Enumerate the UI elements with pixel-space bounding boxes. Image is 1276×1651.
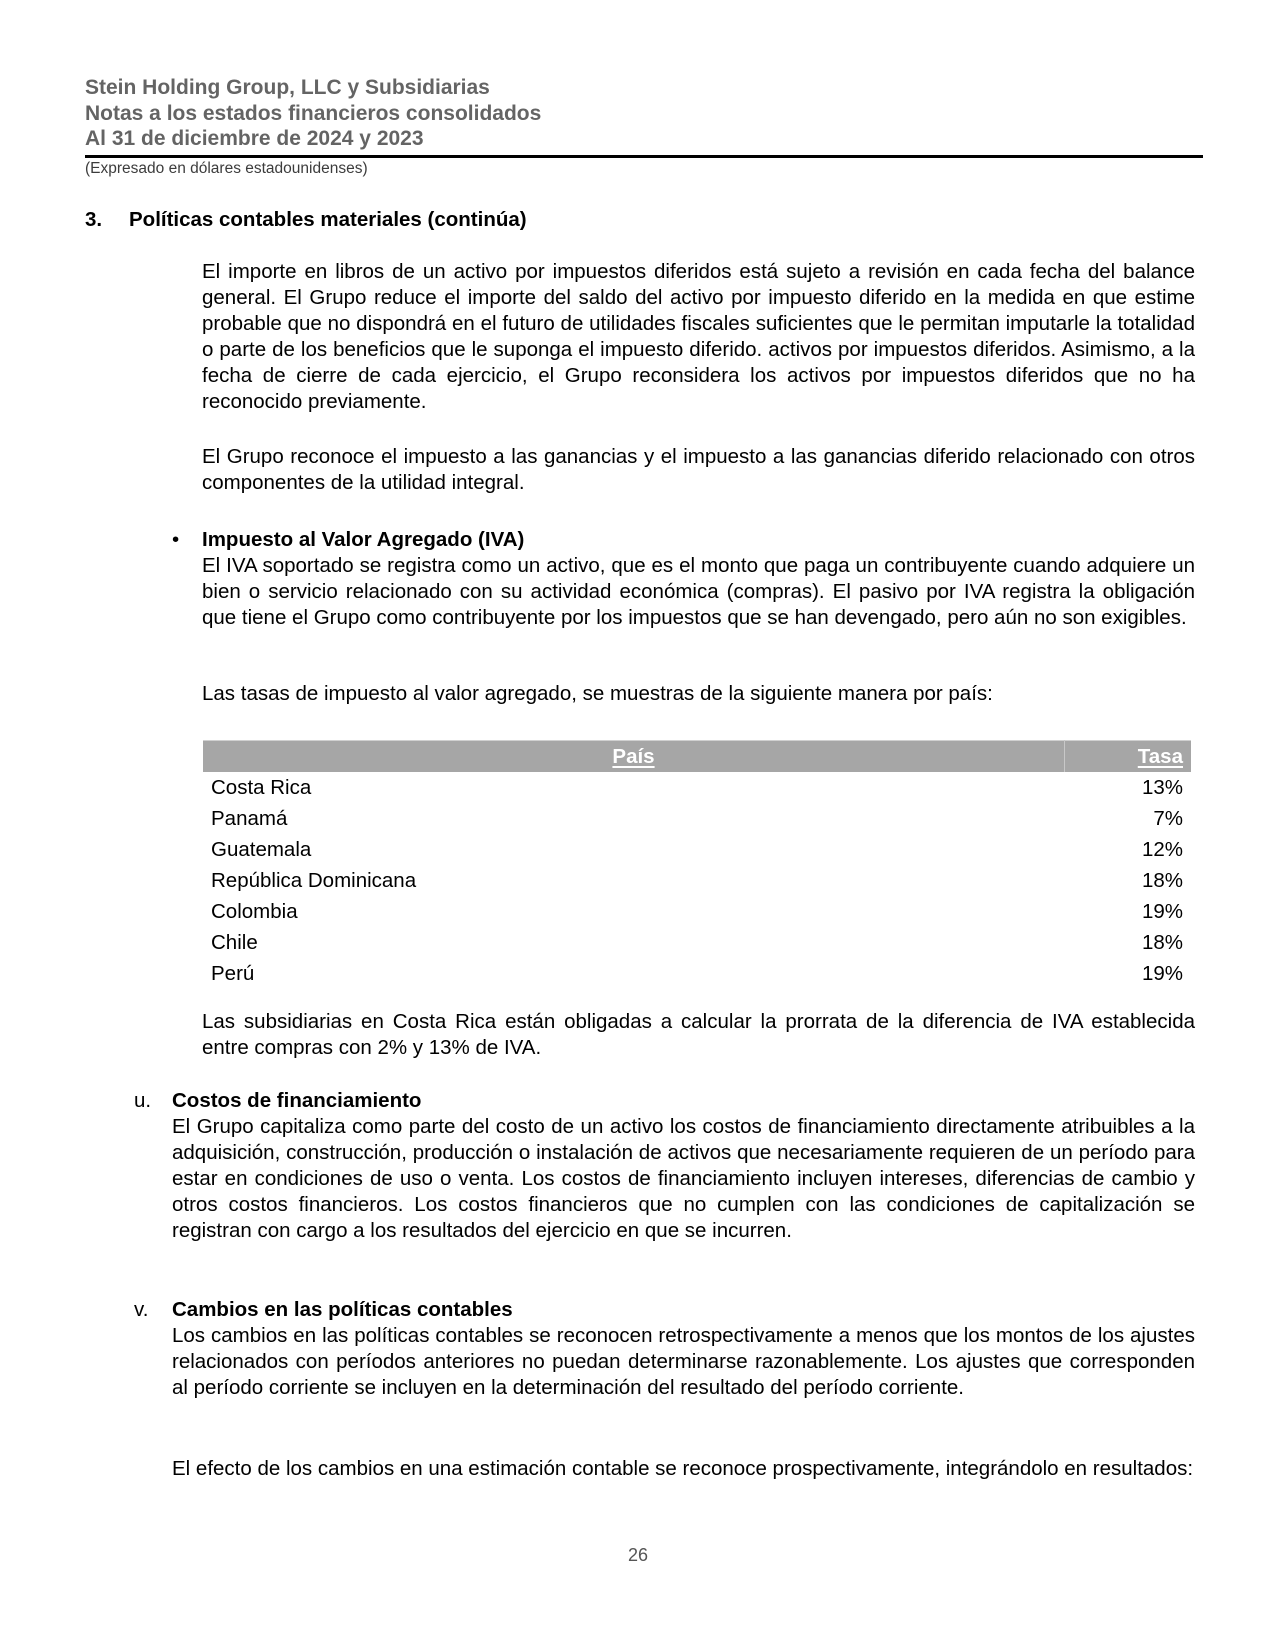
table-row xyxy=(203,958,1191,989)
item-body: El Grupo capitaliza como parte del costo de un activo los costos de financiamiento directamente atribuibles a la adquisición, construcción, producción o instalación de activos que necesariamente requieren de un período para estar en condiciones de uso o venta. Los costos de financiamiento incluyen intereses, diferencias de cambio y otros costos financieros. Los costos financieros que no cumplen con las condiciones de capitalización se registran con cargo a los resultados del ejercicio en que se incurren. xyxy=(172,1115,1195,1242)
country-cell: República Dominicana xyxy=(211,869,417,892)
table-row xyxy=(203,834,1191,865)
column-header-country xyxy=(203,741,1065,773)
paragraph-estimate-changes: El efecto de los cambios en una estimación contable se reconoce prospectivamente, integrándolo en resultados: xyxy=(172,1457,1194,1480)
iva-body: El IVA soportado se registra como un activo, que es el monto que paga un contribuyente cuando adquiere un bien o servicio relacionado con su actividad económica (compras). El pasivo por IVA registra la obligación que tiene el Grupo como contribuyente por los impuestos que se han devengado, pero aún no son exigibles. xyxy=(202,554,1195,629)
rate-cell: 18% xyxy=(1141,931,1183,954)
country-cell: Costa Rica xyxy=(211,776,312,799)
column-header-rate-label: Tasa xyxy=(1137,744,1183,768)
section-number: 3. xyxy=(85,208,103,231)
section-title: Políticas contables materiales (continúa) xyxy=(129,208,527,231)
item-heading: Cambios en las políticas contables xyxy=(172,1298,513,1321)
section-heading xyxy=(85,208,527,232)
currency-note: (Expresado en dólares estadounidenses) xyxy=(85,159,368,177)
table-row xyxy=(203,927,1191,958)
paragraph-income-tax-recognition: El Grupo reconoce el impuesto a las ganancias y el impuesto a las ganancias diferido relacionado con otros componentes de la utilidad integral. xyxy=(202,445,1195,494)
table-row xyxy=(203,896,1191,927)
page-number: 26 xyxy=(627,1545,649,1565)
table-header-row xyxy=(203,741,1191,773)
bullet-icon: • xyxy=(172,528,180,551)
rate-cell: 19% xyxy=(1141,900,1183,923)
iva-heading: Impuesto al Valor Agregado (IVA) xyxy=(202,528,525,551)
reporting-period: Al 31 de diciembre de 2024 y 2023 xyxy=(85,127,424,150)
item-label: u. xyxy=(134,1089,152,1112)
table-row xyxy=(203,865,1191,896)
item-label: v. xyxy=(134,1298,149,1321)
header-divider xyxy=(85,155,1203,158)
paragraph-deferred-tax-review: El importe en libros de un activo por impuestos diferidos está sujeto a revisión en cada fecha del balance general. El Grupo reduce el importe del saldo del activo por impuesto diferido en la medida en que estime probable que no dispondrá en el futuro de utilidades fiscales suficientes que le permitan imputarle la totalidad o parte de los beneficios que le suponga el impuesto diferido. activos por impuestos diferidos. Asimismo, a la fecha de cierre de cada ejercicio, el Grupo reconsidera los activos por impuestos diferidos que no ha reconocido previamente. xyxy=(202,260,1195,413)
rate-cell: 19% xyxy=(1141,962,1183,985)
column-header-rate xyxy=(1065,741,1192,773)
country-cell: Chile xyxy=(211,931,258,954)
country-cell: Colombia xyxy=(211,900,298,923)
rate-cell: 13% xyxy=(1141,776,1183,799)
table-row xyxy=(203,803,1191,834)
column-header-country-label: País xyxy=(612,744,655,768)
item-accounting-policy-changes xyxy=(134,1297,1195,1401)
rate-cell: 18% xyxy=(1141,869,1183,892)
iva-table-intro: Las tasas de impuesto al valor agregado, se muestras de la siguiente manera por país: xyxy=(202,682,993,705)
costa-rica-prorrata-note: Las subsidiarias en Costa Rica están obligadas a calcular la prorrata de la diferencia de IVA establecida entre compras con 2% y 13% de IVA. xyxy=(202,1010,1195,1059)
item-heading: Costos de financiamiento xyxy=(172,1089,422,1112)
document-title: Notas a los estados financieros consolidados xyxy=(85,101,542,125)
company-name: Stein Holding Group, LLC y Subsidiarias xyxy=(85,76,490,99)
iva-rates-table xyxy=(203,740,1191,989)
iva-bullet-item xyxy=(172,527,1195,631)
country-cell: Guatemala xyxy=(211,838,312,861)
rate-cell: 12% xyxy=(1141,838,1183,861)
item-body: Los cambios en las políticas contables se reconocen retrospectivamente a menos que los montos de los ajustes relacionados con períodos anteriores no puedan determinarse razonablemente. Los ajustes que corresponden al período corriente se incluyen en la determinación del resultado del período corriente. xyxy=(172,1324,1195,1399)
page-header xyxy=(85,75,1205,179)
table-row xyxy=(203,772,1191,803)
item-financing-costs xyxy=(134,1088,1195,1244)
country-cell: Perú xyxy=(211,962,255,985)
rate-cell: 7% xyxy=(1153,807,1183,830)
country-cell: Panamá xyxy=(211,807,288,830)
